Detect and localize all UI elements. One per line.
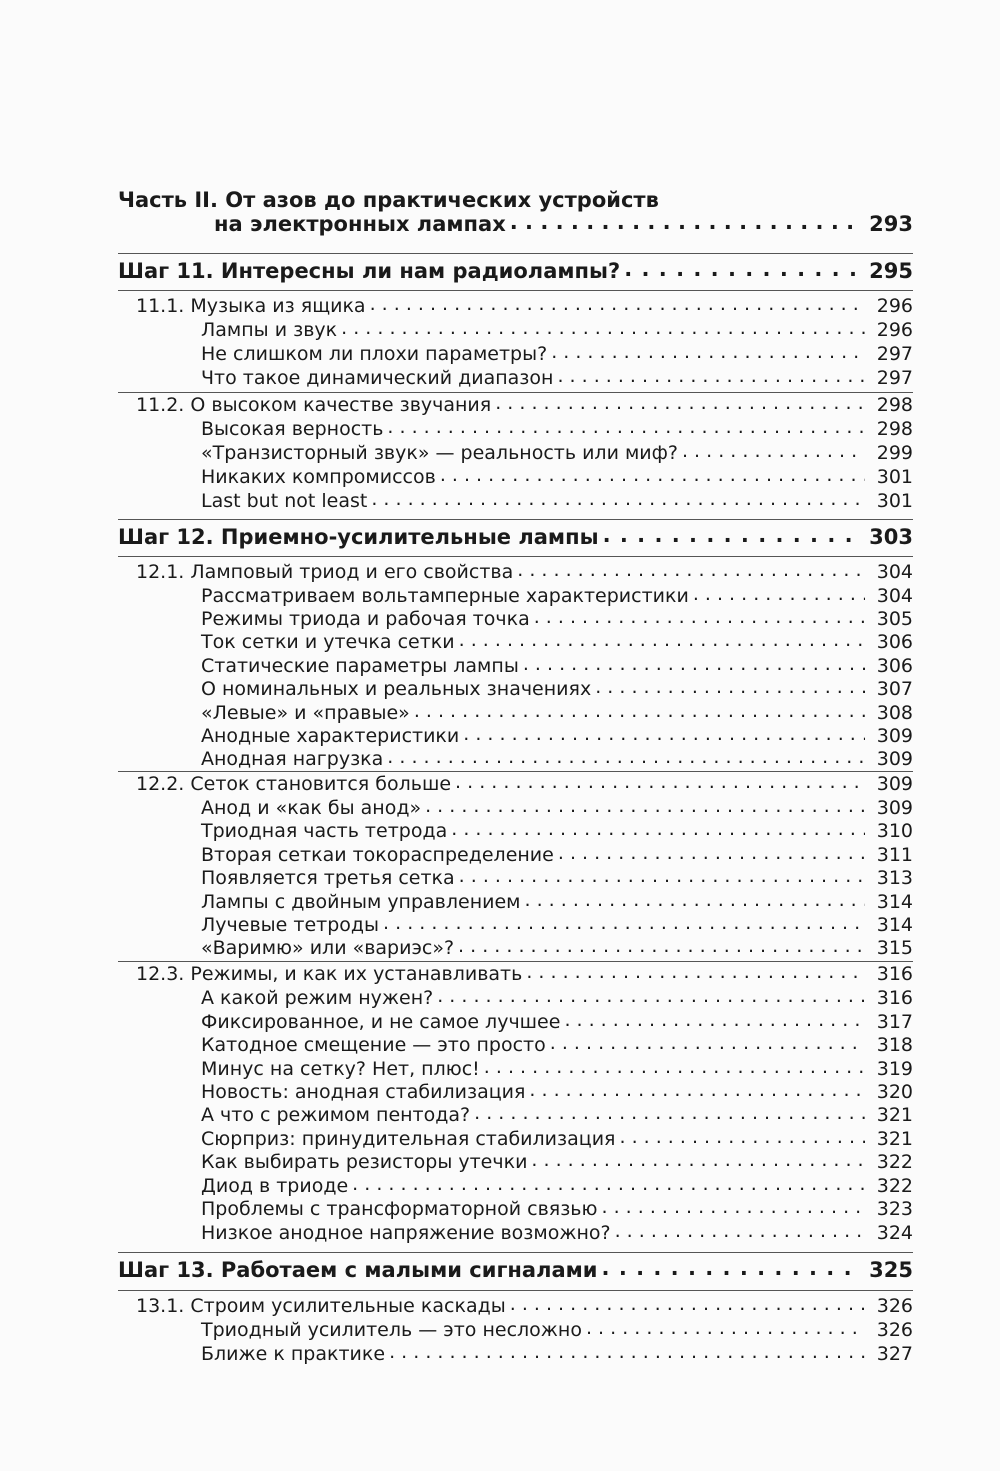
divider bbox=[118, 1290, 913, 1291]
toc-item-entry[interactable] bbox=[201, 1198, 913, 1220]
item-title: Рассматриваем вольтамперные характеристики bbox=[201, 585, 689, 607]
page-number: 316 bbox=[876, 987, 913, 1009]
page-number: 301 bbox=[876, 490, 913, 512]
item-title: Last but not least bbox=[201, 490, 368, 512]
dot-leader bbox=[510, 1293, 865, 1312]
page-number: 309 bbox=[876, 725, 913, 747]
item-title: Вторая сеткаи токораспределение bbox=[201, 844, 554, 866]
item-title: Катодное смещение — это просто bbox=[201, 1034, 546, 1056]
item-title: Как выбирать резисторы утечки bbox=[201, 1151, 528, 1173]
dot-leader bbox=[425, 795, 865, 814]
toc-item-entry[interactable] bbox=[201, 1222, 913, 1244]
toc-item-entry[interactable] bbox=[201, 1343, 913, 1365]
section-title: 12.1. Ламповый триод и его свойства bbox=[136, 561, 514, 583]
item-title: Никаких компромиссов bbox=[201, 466, 436, 488]
page-number: 298 bbox=[876, 418, 913, 440]
page-number: 326 bbox=[876, 1319, 913, 1341]
page-number: 303 bbox=[869, 525, 913, 549]
dot-leader bbox=[341, 317, 865, 336]
item-title: Статические параметры лампы bbox=[201, 655, 519, 677]
page-number: 319 bbox=[876, 1058, 913, 1080]
toc-item-entry[interactable] bbox=[201, 1104, 913, 1126]
toc-item-entry[interactable] bbox=[201, 1128, 913, 1150]
page-number: 296 bbox=[876, 295, 913, 317]
toc-item-entry[interactable] bbox=[201, 1081, 913, 1103]
dot-leader bbox=[682, 440, 865, 459]
toc-item-entry[interactable] bbox=[201, 797, 913, 819]
dot-leader bbox=[602, 1196, 866, 1215]
toc-step-entry[interactable] bbox=[118, 525, 913, 549]
toc-item-entry[interactable] bbox=[201, 1175, 913, 1197]
page-number: 304 bbox=[876, 585, 913, 607]
dot-leader bbox=[463, 723, 865, 742]
page-number: 298 bbox=[876, 394, 913, 416]
dot-leader bbox=[602, 1256, 861, 1277]
dot-leader bbox=[370, 293, 865, 312]
toc-section-entry[interactable] bbox=[136, 295, 913, 317]
page-number: 309 bbox=[876, 748, 913, 770]
dot-leader bbox=[558, 842, 865, 861]
dot-leader bbox=[693, 583, 865, 602]
dot-leader bbox=[557, 365, 865, 384]
toc-item-entry[interactable] bbox=[201, 1058, 913, 1080]
item-title: Триодный усилитель — это несложно bbox=[201, 1319, 582, 1341]
divider bbox=[118, 253, 913, 254]
toc-item-entry[interactable] bbox=[201, 725, 913, 747]
toc-item-entry[interactable] bbox=[201, 442, 913, 464]
toc-item-entry[interactable] bbox=[201, 631, 913, 653]
toc-step-entry[interactable] bbox=[118, 1258, 913, 1282]
item-title: Анод и «как бы анод» bbox=[201, 797, 422, 819]
item-title: Сюрприз: принудительная стабилизация bbox=[201, 1128, 616, 1150]
dot-leader bbox=[525, 889, 865, 908]
dot-leader bbox=[526, 961, 865, 980]
item-title: Лампы и звук bbox=[201, 319, 338, 341]
dot-leader bbox=[440, 464, 865, 483]
page-number: 320 bbox=[876, 1081, 913, 1103]
dot-leader bbox=[624, 257, 861, 278]
item-title: Анодная нагрузка bbox=[201, 748, 384, 770]
toc-item-entry[interactable] bbox=[201, 1151, 913, 1173]
item-title: Проблемы с трансформаторной связью bbox=[201, 1198, 598, 1220]
dot-leader bbox=[510, 210, 861, 231]
toc-item-entry[interactable] bbox=[201, 655, 913, 677]
item-title: «Левые» и «правые» bbox=[201, 702, 410, 724]
dot-leader bbox=[437, 985, 865, 1004]
divider bbox=[118, 1252, 913, 1253]
toc-step-entry[interactable] bbox=[118, 259, 913, 283]
dot-leader bbox=[371, 488, 865, 507]
dot-leader bbox=[352, 1173, 865, 1192]
item-title: Новость: анодная стабилизация bbox=[201, 1081, 526, 1103]
page-number: 297 bbox=[876, 367, 913, 389]
toc-item-entry[interactable] bbox=[201, 608, 913, 630]
section-title: 11.2. О высоком качестве звучания bbox=[136, 394, 492, 416]
page-number: 310 bbox=[876, 820, 913, 842]
page-number: 314 bbox=[876, 914, 913, 936]
item-title: «Варимю» или «вариэс»? bbox=[201, 937, 455, 959]
dot-leader bbox=[455, 771, 865, 790]
step-title: Шаг 13. Работаем с малыми сигналами bbox=[118, 1258, 598, 1282]
item-title: Не слишком ли плохи параметры? bbox=[201, 343, 548, 365]
dot-leader bbox=[517, 559, 865, 578]
part-title-line1: Часть II. От азов до практических устройств bbox=[118, 188, 659, 212]
toc-section-entry[interactable] bbox=[136, 773, 913, 795]
toc-item-entry[interactable] bbox=[201, 678, 913, 700]
section-title: 11.1. Музыка из ящика bbox=[136, 295, 366, 317]
toc-item-entry[interactable] bbox=[201, 1011, 913, 1033]
toc-item-entry[interactable] bbox=[201, 466, 913, 488]
toc-section-entry[interactable] bbox=[136, 561, 913, 583]
page-number: 309 bbox=[876, 773, 913, 795]
dot-leader bbox=[458, 935, 865, 954]
dot-leader bbox=[484, 1056, 865, 1075]
dot-leader bbox=[383, 912, 865, 931]
toc-item-entry[interactable] bbox=[201, 937, 913, 959]
item-title: Лампы с двойным управлением bbox=[201, 891, 521, 913]
item-title: Фиксированное, и не самое лучшее bbox=[201, 1011, 561, 1033]
toc-item-entry[interactable] bbox=[201, 343, 913, 365]
item-title: О номинальных и реальных значениях bbox=[201, 678, 592, 700]
item-title: Триодная часть тетрода bbox=[201, 820, 448, 842]
toc-item-entry[interactable] bbox=[201, 748, 913, 770]
item-title: Режимы триода и рабочая точка bbox=[201, 608, 530, 630]
toc-part-entry[interactable] bbox=[214, 212, 913, 236]
dot-leader bbox=[459, 865, 865, 884]
page-number: 321 bbox=[876, 1128, 913, 1150]
part-title-line2: на электронных лампах bbox=[214, 212, 506, 236]
page-number: 309 bbox=[876, 797, 913, 819]
toc-item-entry[interactable] bbox=[201, 1034, 913, 1056]
page-number: 314 bbox=[876, 891, 913, 913]
toc-item-entry[interactable] bbox=[201, 891, 913, 913]
dot-leader bbox=[551, 341, 865, 360]
divider bbox=[118, 290, 913, 291]
item-title: «Транзисторный звук» — реальность или миф? bbox=[201, 442, 678, 464]
page-number: 305 bbox=[876, 608, 913, 630]
page-number: 311 bbox=[876, 844, 913, 866]
dot-leader bbox=[595, 676, 865, 695]
dot-leader bbox=[414, 700, 865, 719]
page-number: 304 bbox=[876, 561, 913, 583]
page-number: 322 bbox=[876, 1175, 913, 1197]
toc-item-entry[interactable] bbox=[201, 702, 913, 724]
divider bbox=[118, 519, 913, 520]
item-title: Диод в триоде bbox=[201, 1175, 349, 1197]
item-title: Что такое динамический диапазон bbox=[201, 367, 554, 389]
item-title: Лучевые тетроды bbox=[201, 914, 380, 936]
toc-item-entry[interactable] bbox=[201, 319, 913, 341]
item-title: А какой режим нужен? bbox=[201, 987, 434, 1009]
item-title: Появляется третья сетка bbox=[201, 867, 455, 889]
page-number: 325 bbox=[869, 1258, 913, 1282]
page-number: 301 bbox=[876, 466, 913, 488]
dot-leader bbox=[603, 523, 861, 544]
page-number: 327 bbox=[876, 1343, 913, 1365]
dot-leader bbox=[459, 629, 865, 648]
toc-item-entry[interactable] bbox=[201, 987, 913, 1009]
dot-leader bbox=[451, 818, 865, 837]
page-number: 316 bbox=[876, 963, 913, 985]
dot-leader bbox=[619, 1126, 865, 1145]
toc-item-entry[interactable] bbox=[201, 867, 913, 889]
page-number: 315 bbox=[876, 937, 913, 959]
item-title: Низкое анодное напряжение возможно? bbox=[201, 1222, 611, 1244]
toc-section-entry[interactable] bbox=[136, 394, 913, 416]
page-number: 307 bbox=[876, 678, 913, 700]
section-title: 13.1. Строим усилительные каскады bbox=[136, 1295, 506, 1317]
toc-item-entry[interactable] bbox=[201, 585, 913, 607]
toc-item-entry[interactable] bbox=[201, 490, 913, 512]
toc-item-entry[interactable] bbox=[201, 1319, 913, 1341]
toc-section-entry[interactable] bbox=[136, 963, 913, 985]
toc-item-entry[interactable] bbox=[201, 820, 913, 842]
dot-leader bbox=[615, 1220, 865, 1239]
section-title: 12.2. Сеток становится больше bbox=[136, 773, 452, 795]
divider bbox=[118, 556, 913, 557]
step-title: Шаг 12. Приемно-усилительные лампы bbox=[118, 525, 599, 549]
page-number: 308 bbox=[876, 702, 913, 724]
dot-leader bbox=[564, 1009, 865, 1028]
toc-section-entry[interactable] bbox=[136, 1295, 913, 1317]
page-number: 297 bbox=[876, 343, 913, 365]
toc-item-entry[interactable] bbox=[201, 914, 913, 936]
page-number: 306 bbox=[876, 631, 913, 653]
toc-item-entry[interactable] bbox=[201, 418, 913, 440]
page-number: 299 bbox=[876, 442, 913, 464]
dot-leader bbox=[495, 392, 865, 411]
dot-leader bbox=[534, 606, 865, 625]
item-title: Анодные характеристики bbox=[201, 725, 460, 747]
page-number: 322 bbox=[876, 1151, 913, 1173]
page-number: 318 bbox=[876, 1034, 913, 1056]
page-number: 317 bbox=[876, 1011, 913, 1033]
page-number: 306 bbox=[876, 655, 913, 677]
dot-leader bbox=[531, 1149, 865, 1168]
dot-leader bbox=[389, 1341, 865, 1360]
item-title: Ток сетки и утечка сетки bbox=[201, 631, 455, 653]
item-title: Высокая верность bbox=[201, 418, 384, 440]
page-number: 324 bbox=[876, 1222, 913, 1244]
toc-item-entry[interactable] bbox=[201, 367, 913, 389]
step-title: Шаг 11. Интересны ли нам радиолампы? bbox=[118, 259, 621, 283]
dot-leader bbox=[523, 653, 865, 672]
page-number: 321 bbox=[876, 1104, 913, 1126]
dot-leader bbox=[550, 1032, 865, 1051]
dot-leader bbox=[387, 416, 865, 435]
page-number: 323 bbox=[876, 1198, 913, 1220]
page-number: 293 bbox=[869, 212, 913, 236]
page-number: 313 bbox=[876, 867, 913, 889]
item-title: Ближе к практике bbox=[201, 1343, 386, 1365]
dot-leader bbox=[387, 746, 865, 765]
item-title: А что с режимом пентода? bbox=[201, 1104, 471, 1126]
section-title: 12.3. Режимы, и как их устанавливать bbox=[136, 963, 523, 985]
page-number: 296 bbox=[876, 319, 913, 341]
dot-leader bbox=[529, 1079, 865, 1098]
dot-leader bbox=[586, 1317, 865, 1336]
item-title: Минус на сетку? Нет, плюс! bbox=[201, 1058, 480, 1080]
page-number: 326 bbox=[876, 1295, 913, 1317]
toc-item-entry[interactable] bbox=[201, 844, 913, 866]
dot-leader bbox=[474, 1102, 865, 1121]
page-number: 295 bbox=[869, 259, 913, 283]
